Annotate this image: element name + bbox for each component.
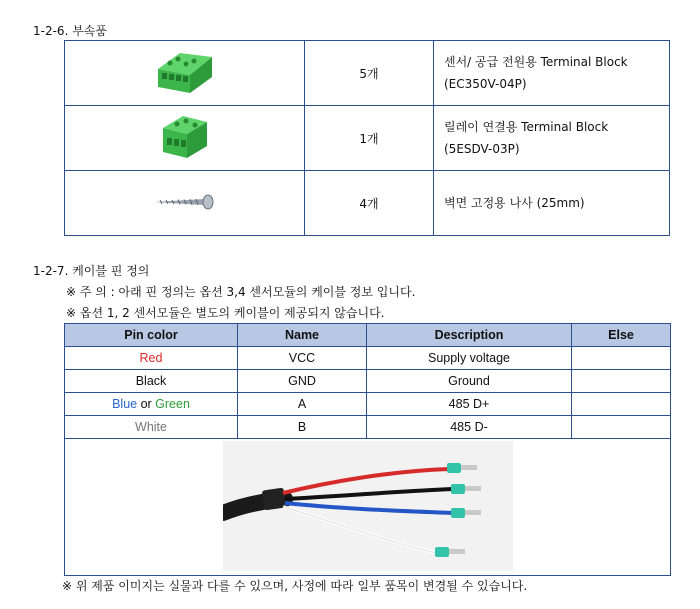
accessory-image-cell	[65, 41, 305, 106]
accessory-description-line1: 릴레이 연결용 Terminal Block	[444, 120, 609, 134]
pin-else-cell	[572, 416, 671, 439]
accessory-image-cell	[65, 171, 305, 236]
pin-description-cell: 485 D+	[367, 393, 572, 416]
table-row	[65, 347, 671, 370]
pin-else-cell	[572, 347, 671, 370]
table-row	[65, 41, 670, 106]
table-row	[65, 416, 671, 439]
terminal-block-4pin-icon	[150, 47, 220, 97]
table-row	[65, 439, 671, 576]
accessory-description-line1: 벽면 고정용 나사 (25mm)	[444, 196, 585, 210]
pin-name-cell: VCC	[238, 347, 367, 370]
pin-color-cell: White	[65, 416, 238, 439]
table-row	[65, 106, 670, 171]
product-image-footnote: ※ 위 제품 이미지는 실물과 다를 수 있으며, 사정에 따라 일부 품목이 변경될 수 있습니다.	[62, 579, 528, 593]
pin-else-cell	[572, 370, 671, 393]
screw-icon	[150, 192, 220, 212]
accessory-description-line2: (EC350V-04P)	[444, 77, 527, 91]
pin-name-cell: A	[238, 393, 367, 416]
pin-color-blue: Blue	[112, 397, 138, 411]
pin-description-cell: Ground	[367, 370, 572, 393]
terminal-block-3pin-icon	[155, 110, 215, 164]
pin-description-cell: Supply voltage	[367, 347, 572, 370]
cable-photo-icon	[223, 441, 513, 571]
cable-note-2: ※ 옵션 1, 2 센서모듈은 별도의 케이블이 제공되지 않습니다.	[66, 306, 385, 320]
column-header: Pin color	[65, 324, 238, 347]
accessory-description-line2: (5ESDV-03P)	[444, 142, 520, 156]
accessory-description-line1: 센서/ 공급 전원용 Terminal Block	[444, 55, 628, 69]
pin-color-or: or	[137, 397, 156, 411]
column-header: Else	[572, 324, 671, 347]
column-header: Name	[238, 324, 367, 347]
table-row	[65, 171, 670, 236]
pin-color-cell	[65, 393, 238, 416]
pin-description-cell: 485 D-	[367, 416, 572, 439]
accessory-image-cell	[65, 106, 305, 171]
section-heading-accessories: 1-2-6. 부속품	[33, 24, 107, 38]
pin-definition-table	[64, 323, 671, 576]
accessories-table	[64, 40, 670, 236]
pin-name-cell: B	[238, 416, 367, 439]
table-row	[65, 393, 671, 416]
section-heading-cable: 1-2-7. 케이블 핀 정의	[33, 264, 150, 278]
column-header: Description	[367, 324, 572, 347]
accessory-quantity: 5개	[305, 41, 434, 106]
accessory-description	[434, 106, 670, 171]
pin-color-green: Green	[155, 397, 190, 411]
pin-color-cell: Black	[65, 370, 238, 393]
cable-note-1: ※ 주 의 : 아래 핀 정의는 옵션 3,4 센서모듈의 케이블 정보 입니다.	[66, 285, 416, 299]
accessory-description	[434, 171, 670, 236]
pin-name-cell: GND	[238, 370, 367, 393]
accessory-quantity: 1개	[305, 106, 434, 171]
table-row	[65, 370, 671, 393]
pin-color-cell: Red	[65, 347, 238, 370]
pin-else-cell	[572, 393, 671, 416]
accessory-description	[434, 41, 670, 106]
cable-photo-cell	[65, 439, 671, 576]
table-header-row	[65, 324, 671, 347]
accessory-quantity: 4개	[305, 171, 434, 236]
